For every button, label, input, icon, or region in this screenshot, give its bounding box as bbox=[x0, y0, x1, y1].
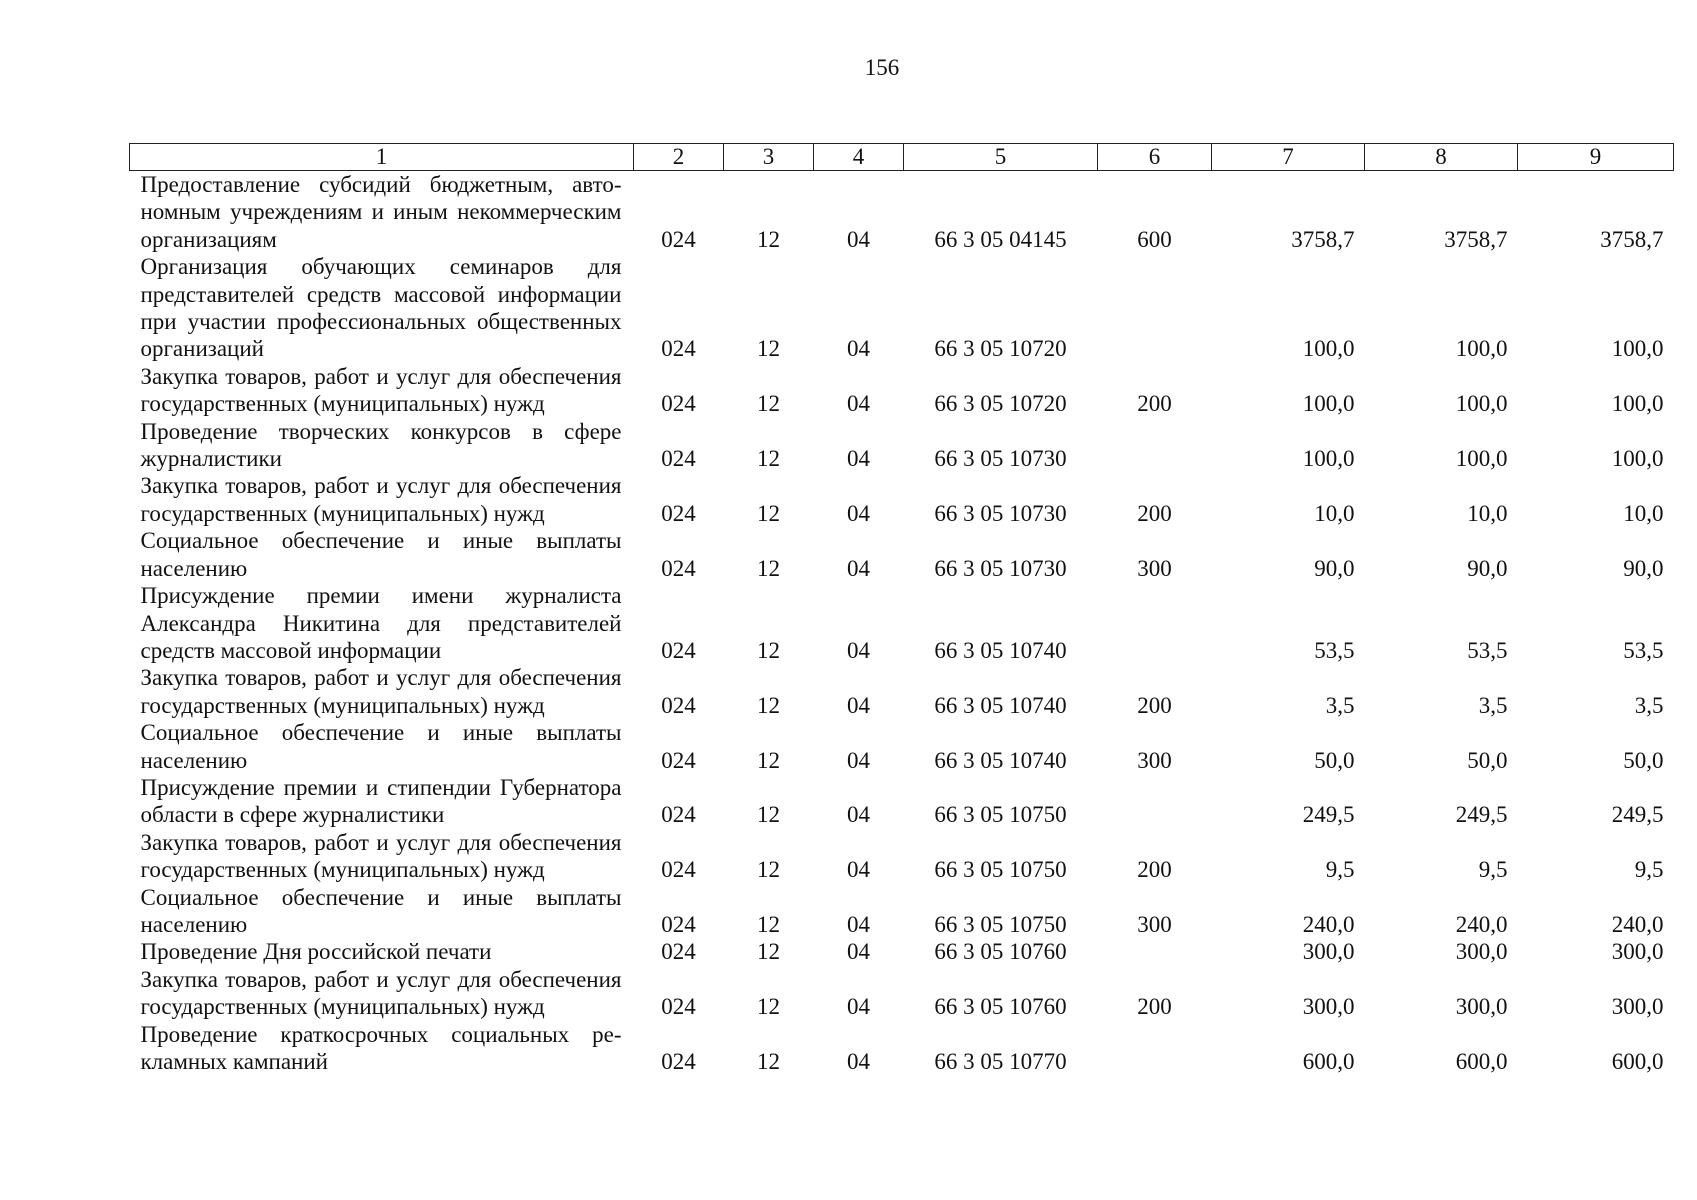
section-cell: 12 bbox=[757, 911, 780, 937]
amount-col9-cell: 90,0 bbox=[1623, 555, 1664, 581]
subsection-cell: 04 bbox=[847, 939, 870, 965]
section-cell: 12 bbox=[757, 446, 780, 472]
target-article-cell: 66 3 05 10730 bbox=[934, 500, 1067, 526]
expense-type-cell bbox=[1098, 418, 1212, 473]
subsection-cell: 04 bbox=[847, 994, 870, 1020]
table-body bbox=[130, 171, 1674, 1076]
amount-col8-cell: 3,5 bbox=[1478, 692, 1508, 718]
section-cell: 12 bbox=[757, 555, 780, 581]
column-header: 8 bbox=[1365, 144, 1518, 171]
section-cell: 12 bbox=[757, 939, 780, 965]
table-row bbox=[130, 774, 1674, 829]
amount-col7-cell: 600,0 bbox=[1302, 1049, 1355, 1074]
target-article-cell: 66 3 05 10730 bbox=[934, 555, 1067, 581]
section-cell: 12 bbox=[757, 637, 780, 663]
target-article-cell: 66 3 05 04145 bbox=[934, 226, 1067, 252]
expense-type-cell: 600 bbox=[1137, 226, 1172, 252]
table-row bbox=[130, 527, 1674, 582]
amount-col8-cell: 9,5 bbox=[1478, 857, 1508, 883]
table-row bbox=[130, 664, 1674, 719]
table-row bbox=[130, 253, 1674, 363]
section-cell: 12 bbox=[757, 1049, 780, 1074]
target-article-cell: 66 3 05 10740 bbox=[934, 692, 1067, 718]
amount-col8-cell: 53,5 bbox=[1467, 637, 1508, 663]
section-cell: 12 bbox=[757, 500, 780, 526]
expense-type-cell: 200 bbox=[1137, 994, 1172, 1020]
target-article-cell: 66 3 05 10740 bbox=[934, 747, 1067, 773]
row-description: Проведение Дня российской печати bbox=[140, 939, 492, 965]
amount-col7-cell: 53,5 bbox=[1314, 637, 1355, 663]
amount-col8-cell: 300,0 bbox=[1455, 994, 1508, 1020]
amount-col8-cell: 10,0 bbox=[1467, 500, 1508, 526]
row-description: Закупка товаров, работ и услуг для обеспечения государственных (муниципальных) нужд bbox=[140, 473, 622, 526]
admin-code-cell: 024 bbox=[661, 939, 696, 965]
amount-col9-cell: 240,0 bbox=[1611, 911, 1664, 937]
target-article-cell: 66 3 05 10750 bbox=[934, 857, 1067, 883]
expense-type-cell: 200 bbox=[1137, 857, 1172, 883]
amount-col9-cell: 249,5 bbox=[1611, 802, 1664, 828]
admin-code-cell: 024 bbox=[661, 446, 696, 472]
table-row bbox=[130, 472, 1674, 527]
target-article-cell: 66 3 05 10760 bbox=[934, 939, 1067, 965]
amount-col8-cell: 300,0 bbox=[1455, 939, 1508, 965]
amount-col9-cell: 100,0 bbox=[1611, 391, 1664, 417]
column-header: 9 bbox=[1518, 144, 1674, 171]
row-description: Социальное обеспечение и иные выплаты населению bbox=[140, 884, 622, 937]
row-description: Присуждение премии и стипендии Губернатора области в сфере журналистики bbox=[140, 774, 622, 828]
subsection-cell: 04 bbox=[847, 857, 870, 883]
admin-code-cell: 024 bbox=[661, 857, 696, 883]
subsection-cell: 04 bbox=[847, 1049, 870, 1074]
column-header: 6 bbox=[1098, 144, 1212, 171]
expense-type-cell bbox=[1098, 582, 1212, 664]
subsection-cell: 04 bbox=[847, 391, 870, 417]
amount-col7-cell: 100,0 bbox=[1302, 391, 1355, 417]
target-article-cell: 66 3 05 10720 bbox=[934, 336, 1067, 362]
amount-col9-cell: 10,0 bbox=[1623, 500, 1664, 526]
amount-col9-cell: 3,5 bbox=[1634, 692, 1664, 718]
admin-code-cell: 024 bbox=[661, 994, 696, 1020]
admin-code-cell: 024 bbox=[661, 637, 696, 663]
expense-type-cell: 300 bbox=[1137, 747, 1172, 773]
row-description: Предоставление субсидий бюджетным, автономным учреждениям и иным некоммерческим организациям bbox=[140, 172, 622, 252]
subsection-cell: 04 bbox=[847, 446, 870, 472]
table-row bbox=[130, 829, 1674, 884]
expense-type-cell: 200 bbox=[1137, 500, 1172, 526]
amount-col7-cell: 90,0 bbox=[1314, 555, 1355, 581]
column-header: 1 bbox=[130, 144, 634, 171]
amount-col9-cell: 9,5 bbox=[1634, 857, 1664, 883]
admin-code-cell: 024 bbox=[661, 911, 696, 937]
expense-type-cell: 300 bbox=[1137, 555, 1172, 581]
table-row bbox=[130, 966, 1674, 1021]
row-description: Закупка товаров, работ и услуг для обеспечения государственных (муниципальных) нужд bbox=[140, 665, 622, 718]
column-header: 2 bbox=[634, 144, 724, 171]
row-description: Закупка товаров, работ и услуг для обеспечения государственных (муниципальных) нужд bbox=[140, 829, 622, 883]
amount-col9-cell: 100,0 bbox=[1611, 336, 1664, 362]
admin-code-cell: 024 bbox=[661, 692, 696, 718]
subsection-cell: 04 bbox=[847, 500, 870, 526]
admin-code-cell: 024 bbox=[661, 500, 696, 526]
row-description: Социальное обеспечение и иные выплаты населению bbox=[140, 720, 622, 773]
target-article-cell: 66 3 05 10770 bbox=[934, 1049, 1067, 1074]
row-description: Проведение творческих конкурсов в сфере журналистики bbox=[140, 418, 622, 472]
section-cell: 12 bbox=[757, 391, 780, 417]
column-header-row bbox=[130, 144, 1674, 171]
table-row bbox=[130, 582, 1674, 664]
target-article-cell: 66 3 05 10730 bbox=[934, 446, 1067, 472]
amount-col7-cell: 240,0 bbox=[1302, 911, 1355, 937]
section-cell: 12 bbox=[757, 336, 780, 362]
amount-col8-cell: 100,0 bbox=[1455, 391, 1508, 417]
section-cell: 12 bbox=[757, 994, 780, 1020]
column-header: 5 bbox=[904, 144, 1098, 171]
table-row bbox=[130, 418, 1674, 473]
amount-col8-cell: 100,0 bbox=[1455, 336, 1508, 362]
table-row bbox=[130, 363, 1674, 418]
admin-code-cell: 024 bbox=[661, 802, 696, 828]
amount-col9-cell: 300,0 bbox=[1611, 994, 1664, 1020]
amount-col7-cell: 100,0 bbox=[1302, 336, 1355, 362]
section-cell: 12 bbox=[757, 692, 780, 718]
amount-col7-cell: 300,0 bbox=[1302, 939, 1355, 965]
amount-col7-cell: 9,5 bbox=[1325, 857, 1355, 883]
admin-code-cell: 024 bbox=[661, 391, 696, 417]
expense-type-cell bbox=[1098, 938, 1212, 965]
expense-type-cell: 200 bbox=[1137, 692, 1172, 718]
expense-type-cell: 300 bbox=[1137, 911, 1172, 937]
amount-col8-cell: 240,0 bbox=[1455, 911, 1508, 937]
admin-code-cell: 024 bbox=[661, 555, 696, 581]
column-header: 3 bbox=[724, 144, 814, 171]
row-description: Социальное обеспечение и иные выплаты населению bbox=[140, 528, 622, 581]
target-article-cell: 66 3 05 10740 bbox=[934, 637, 1067, 663]
target-article-cell: 66 3 05 10720 bbox=[934, 391, 1067, 417]
amount-col7-cell: 50,0 bbox=[1314, 747, 1355, 773]
subsection-cell: 04 bbox=[847, 911, 870, 937]
subsection-cell: 04 bbox=[847, 802, 870, 828]
subsection-cell: 04 bbox=[847, 637, 870, 663]
amount-col8-cell: 249,5 bbox=[1455, 802, 1508, 828]
subsection-cell: 04 bbox=[847, 555, 870, 581]
page-number: 156 bbox=[864, 55, 900, 80]
amount-col9-cell: 100,0 bbox=[1611, 446, 1664, 472]
amount-col7-cell: 100,0 bbox=[1302, 446, 1355, 472]
expense-type-cell bbox=[1098, 774, 1212, 829]
amount-col9-cell: 50,0 bbox=[1623, 747, 1664, 773]
table-row bbox=[130, 1021, 1674, 1076]
row-description: Присуждение премии имени журналиста Александра Никитина для представителей средств массовой информации bbox=[140, 583, 622, 663]
table-row bbox=[130, 719, 1674, 774]
amount-col7-cell: 3758,7 bbox=[1291, 226, 1355, 252]
subsection-cell: 04 bbox=[847, 747, 870, 773]
amount-col8-cell: 100,0 bbox=[1455, 446, 1508, 472]
table-row bbox=[130, 938, 1674, 965]
amount-col8-cell: 90,0 bbox=[1467, 555, 1508, 581]
subsection-cell: 04 bbox=[847, 226, 870, 252]
row-description: Закупка товаров, работ и услуг для обеспечения государственных (муниципальных) нужд bbox=[140, 363, 622, 417]
subsection-cell: 04 bbox=[847, 336, 870, 362]
column-header: 7 bbox=[1212, 144, 1365, 171]
amount-col8-cell: 600,0 bbox=[1455, 1049, 1508, 1074]
expense-type-cell: 200 bbox=[1137, 391, 1172, 417]
section-cell: 12 bbox=[757, 226, 780, 252]
amount-col8-cell: 3758,7 bbox=[1444, 226, 1508, 252]
expense-type-cell bbox=[1098, 1021, 1212, 1076]
target-article-cell: 66 3 05 10750 bbox=[934, 802, 1067, 828]
table-row bbox=[130, 171, 1674, 254]
column-header: 4 bbox=[814, 144, 904, 171]
amount-col9-cell: 600,0 bbox=[1611, 1049, 1664, 1074]
section-cell: 12 bbox=[757, 857, 780, 883]
amount-col9-cell: 300,0 bbox=[1611, 939, 1664, 965]
section-cell: 12 bbox=[757, 747, 780, 773]
row-description: Проведение краткосрочных социальных рекламных кампаний bbox=[140, 1021, 622, 1074]
admin-code-cell: 024 bbox=[661, 226, 696, 252]
amount-col9-cell: 3758,7 bbox=[1600, 226, 1664, 252]
row-description: Организация обучающих семинаров для представителей средств массовой информации при участии профессиональных общественных организаций bbox=[140, 254, 622, 362]
amount-col7-cell: 10,0 bbox=[1314, 500, 1355, 526]
budget-table bbox=[129, 143, 1674, 1075]
amount-col7-cell: 3,5 bbox=[1325, 692, 1355, 718]
section-cell: 12 bbox=[757, 802, 780, 828]
amount-col8-cell: 50,0 bbox=[1467, 747, 1508, 773]
admin-code-cell: 024 bbox=[661, 1049, 696, 1074]
amount-col9-cell: 53,5 bbox=[1623, 637, 1664, 663]
row-description: Закупка товаров, работ и услуг для обеспечения государственных (муниципальных) нужд bbox=[140, 966, 622, 1020]
admin-code-cell: 024 bbox=[661, 336, 696, 362]
target-article-cell: 66 3 05 10760 bbox=[934, 994, 1067, 1020]
expense-type-cell bbox=[1098, 253, 1212, 363]
table-row bbox=[130, 884, 1674, 939]
target-article-cell: 66 3 05 10750 bbox=[934, 911, 1067, 937]
admin-code-cell: 024 bbox=[661, 747, 696, 773]
amount-col7-cell: 249,5 bbox=[1302, 802, 1355, 828]
subsection-cell: 04 bbox=[847, 692, 870, 718]
amount-col7-cell: 300,0 bbox=[1302, 994, 1355, 1020]
